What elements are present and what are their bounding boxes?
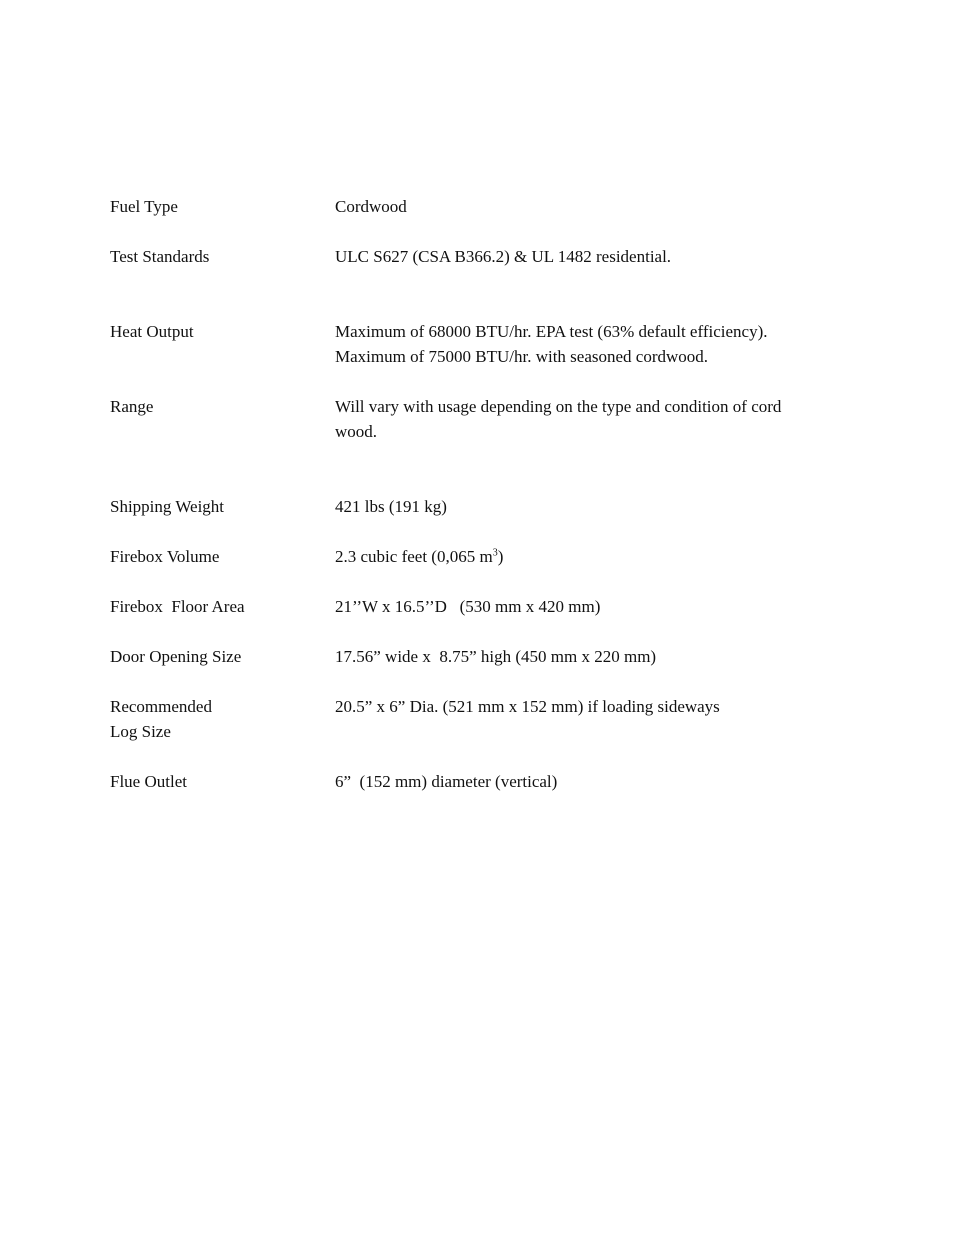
spec-value-line: wood.	[335, 422, 378, 441]
spec-value-line: Will vary with usage depending on the type and condition of cord	[335, 397, 782, 416]
spec-label	[110, 694, 330, 744]
spec-label: Range	[110, 397, 154, 416]
superscript-exponent: 3	[492, 547, 498, 559]
spec-value	[335, 394, 835, 444]
spec-label: Firebox Volume	[110, 547, 220, 566]
spec-label-line: Recommended	[110, 697, 212, 716]
spec-label: Fuel Type	[110, 197, 178, 216]
spec-value: 421 lbs (191 kg)	[335, 497, 447, 516]
spec-value: 6” (152 mm) diameter (vertical)	[335, 772, 558, 791]
spec-value: 21’’W x 16.5’’D (530 mm x 420 mm)	[335, 597, 601, 616]
spec-value: Cordwood	[335, 197, 407, 216]
spec-value-text: 2.3 cubic feet (0,065 m	[335, 547, 493, 566]
spec-label: Heat Output	[110, 322, 194, 341]
spec-label-line: Log Size	[110, 722, 171, 741]
spec-label: Flue Outlet	[110, 772, 187, 791]
spec-label: Test Standards	[110, 247, 210, 266]
spec-label: Door Opening Size	[110, 647, 242, 666]
spec-value	[335, 544, 835, 569]
spec-label: Shipping Weight	[110, 497, 225, 516]
spec-value-line: Maximum of 68000 BTU/hr. EPA test (63% default efficiency).	[335, 322, 768, 341]
spec-value: 17.56” wide x 8.75” high (450 mm x 220 mm)	[335, 647, 657, 666]
spec-label: Firebox Floor Area	[110, 597, 245, 616]
spec-value	[335, 319, 835, 369]
spec-value-line: Maximum of 75000 BTU/hr. with seasoned cordwood.	[335, 347, 709, 366]
spec-value-text: )	[497, 547, 504, 566]
spec-value: ULC S627 (CSA B366.2) & UL 1482 residential.	[335, 247, 672, 266]
spec-value: 20.5” x 6” Dia. (521 mm x 152 mm) if loading sideways	[335, 697, 720, 716]
